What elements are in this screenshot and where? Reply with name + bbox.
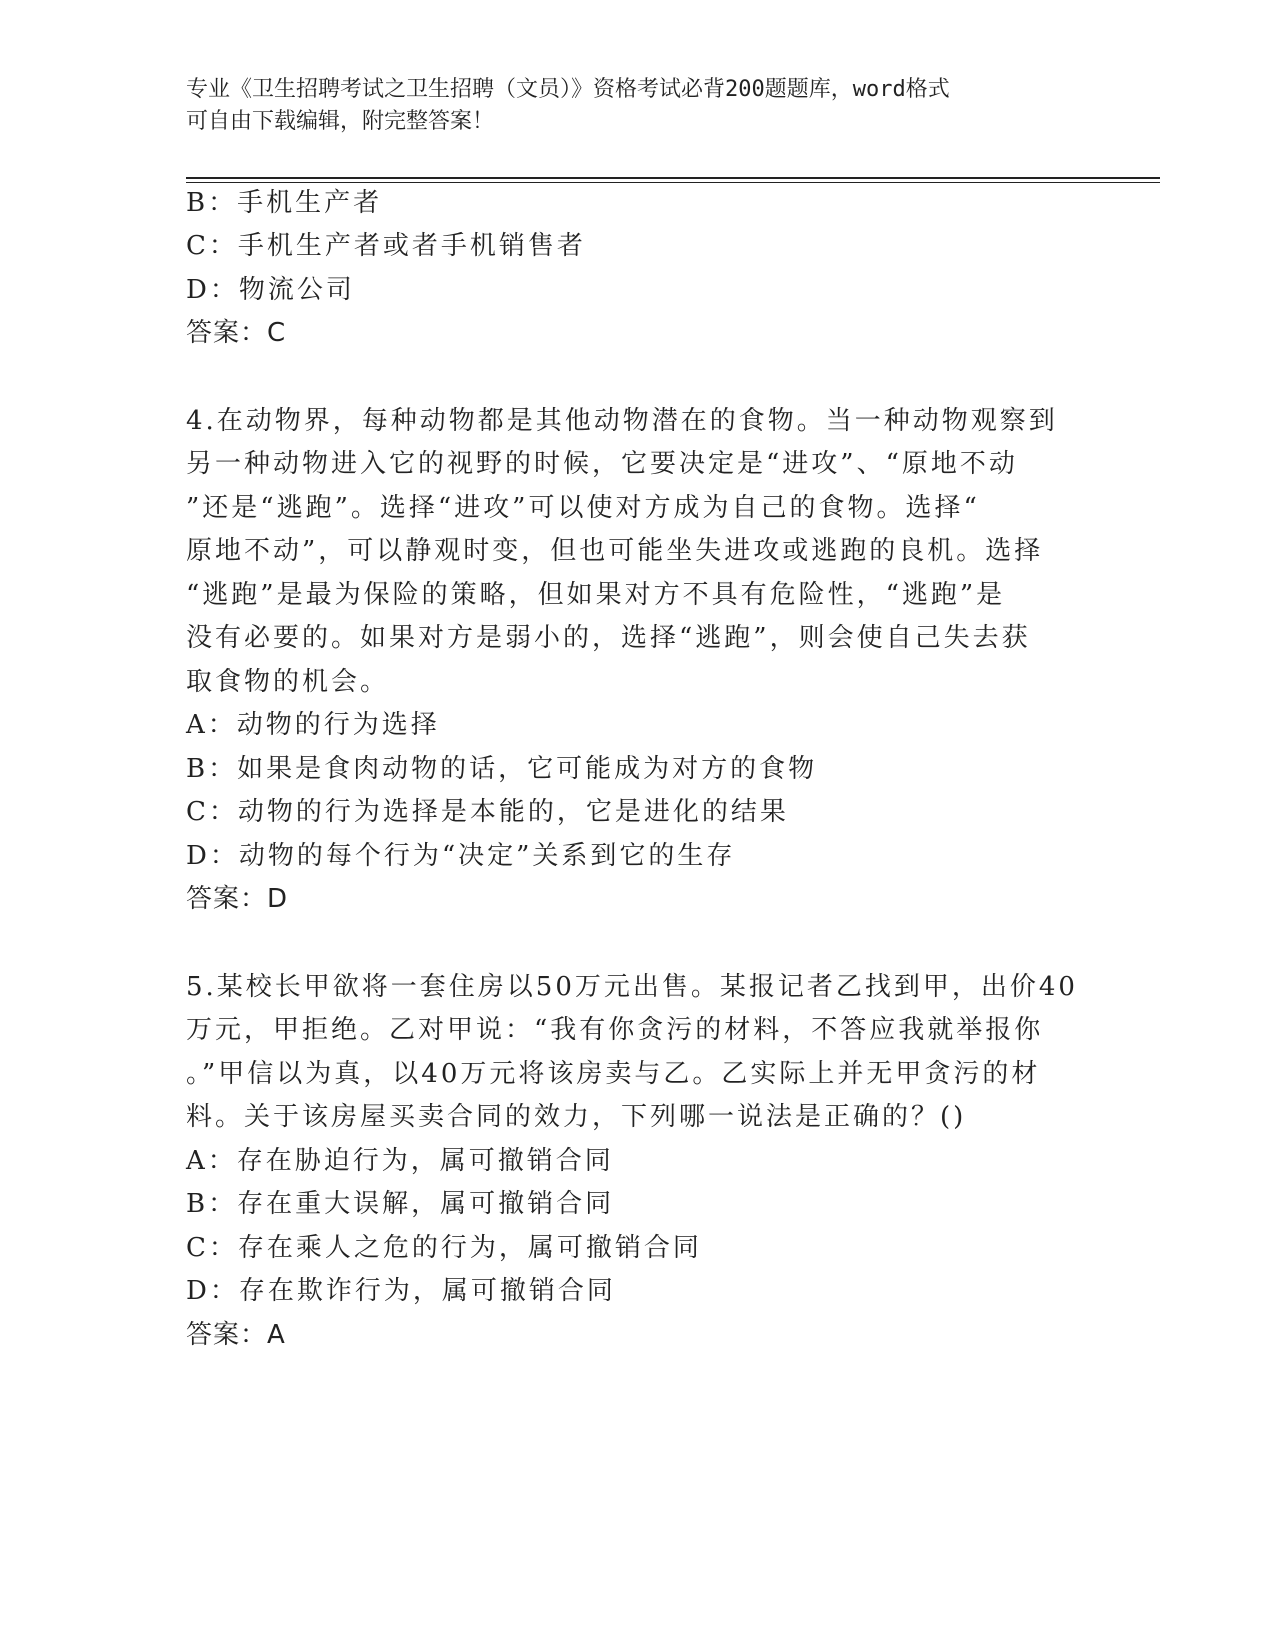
q4-option-d: D：动物的每个行为“决定”关系到它的生存 [186,841,736,871]
q5-stem-line: 万元，甲拒绝。乙对甲说：“我有你贪污的材料，不答应我就举报你 [186,1015,1044,1045]
q5-option-b: B：存在重大误解，属可撤销合同 [186,1189,615,1219]
q5-stem-line: 料。关于该房屋买卖合同的效力，下列哪一说法是正确的？() [186,1102,967,1132]
header-divider-thin [186,182,1160,183]
q4-stem-line: ”还是“逃跑”。选择“进攻”可以使对方成为自己的食物。选择“ [186,493,980,523]
q3-option-d: D：物流公司 [186,275,355,305]
q5-answer: 答案：A [186,1320,286,1350]
q4-stem-line: 另一种动物进入它的视野的时候，它要决定是“进攻”、“原地不动 [186,449,1018,479]
document-header [186,74,1066,138]
header-divider-thick [186,177,1160,179]
q3-option-c: C：手机生产者或者手机销售者 [186,231,586,261]
q4-option-a: A：动物的行为选择 [186,710,440,740]
q5-stem-line: 5.某校长甲欲将一套住房以50万元出售。某报记者乙找到甲，出价40 [186,972,1078,1002]
q4-stem-line: 4.在动物界，每种动物都是其他动物潜在的食物。当一种动物观察到 [186,406,1058,436]
q4-stem-line: “逃跑”是最为保险的策略，但如果对方不具有危险性，“逃跑”是 [186,580,1006,610]
q4-option-b: B：如果是食肉动物的话，它可能成为对方的食物 [186,754,818,784]
header-title-line-2: 可自由下载编辑，附完整答案！ [186,109,495,134]
q4-option-c: C：动物的行为选择是本能的，它是进化的结果 [186,797,789,827]
q5-stem-line: 。”甲信以为真，以40万元将该房卖与乙。乙实际上并无甲贪污的材 [186,1059,1041,1089]
q5-option-d: D：存在欺诈行为，属可撤销合同 [186,1276,616,1306]
q5-option-c: C：存在乘人之危的行为，属可撤销合同 [186,1233,702,1263]
q4-answer: 答案：D [186,884,289,914]
q3-answer: 答案：C [186,318,287,348]
q4-stem-line: 取食物的机会。 [186,667,390,697]
q3-option-b: B：手机生产者 [186,188,383,218]
q4-stem-line: 没有必要的。如果对方是弱小的，选择“逃跑”，则会使自己失去获 [186,623,1031,653]
header-title-line-1: 专业《卫生招聘考试之卫生招聘（文员）》资格考试必背200题题库，word格式 [186,77,950,102]
q5-option-a: A：存在胁迫行为，属可撤销合同 [186,1146,614,1176]
q4-stem-line: 原地不动”，可以静观时变，但也可能坐失进攻或逃跑的良机。选择 [186,536,1044,566]
